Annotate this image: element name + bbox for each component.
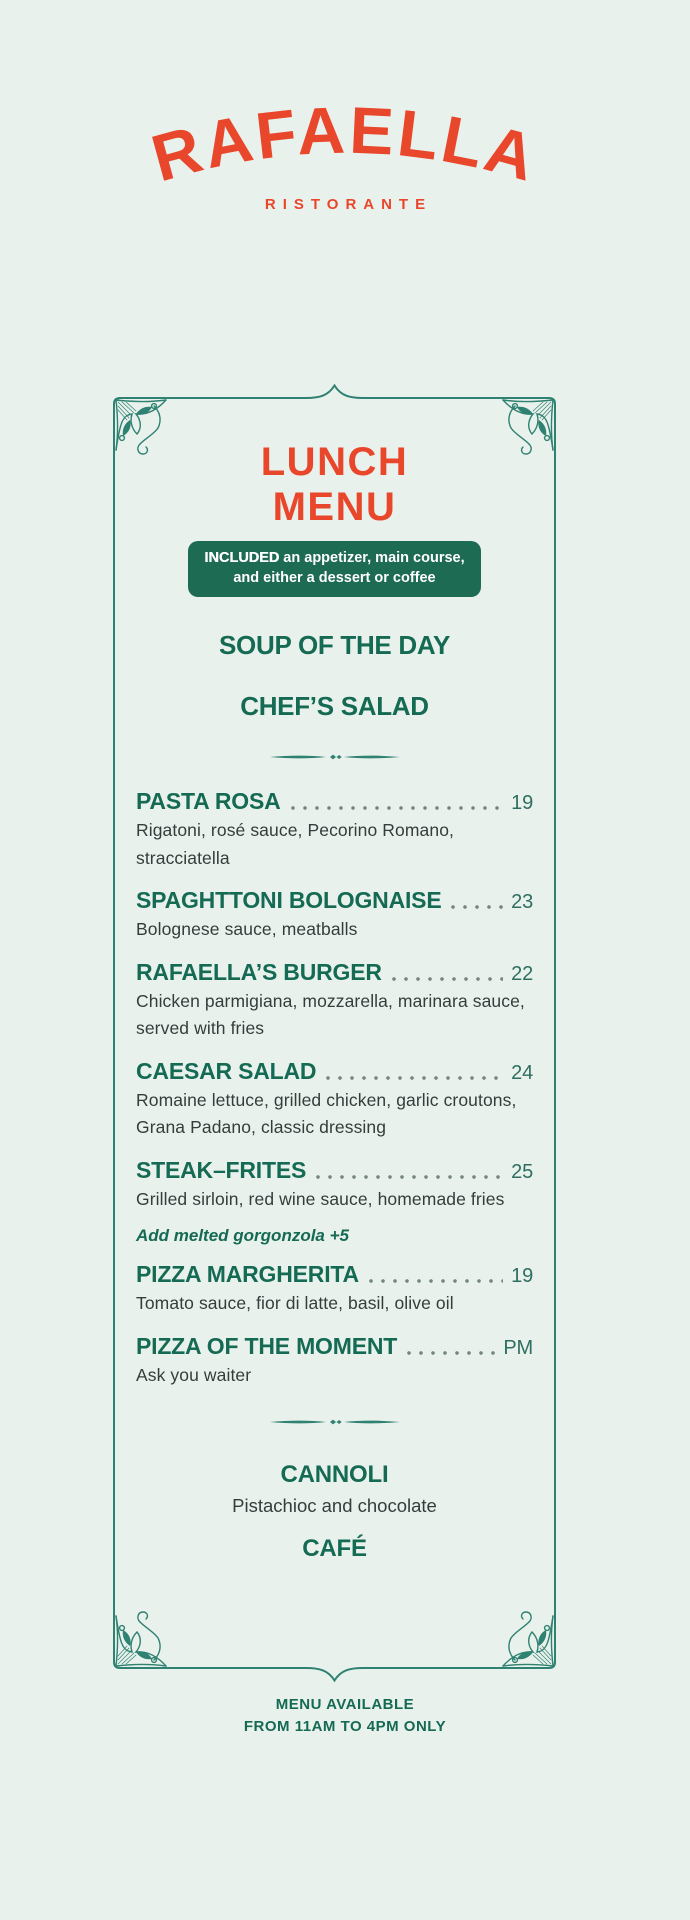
svg-text:RAFAELLA <box>144 93 546 196</box>
item-description: Ask you waiter <box>136 1364 252 1385</box>
dessert-name: CANNOLI <box>280 1461 389 1488</box>
menu-item <box>136 959 533 1043</box>
brand-name: RAFAELLA <box>143 92 547 196</box>
item-price: 24 <box>511 1061 533 1084</box>
item-head <box>136 788 533 816</box>
course-soup: SOUP OF THE DAY <box>219 630 450 660</box>
item-name: PIZZA OF THE MOMENT <box>136 1332 398 1359</box>
menu-item <box>136 1058 533 1142</box>
item-name: SPAGHTTONI BOLOGNAISE <box>136 887 442 913</box>
dot-leader <box>407 1351 495 1355</box>
brand-arch-icon <box>125 90 565 208</box>
item-head <box>136 1261 533 1289</box>
item-description: Romaine lettuce, grilled chicken, garlic croutons, Grana Padano, classic dressing <box>136 1089 517 1137</box>
menu-item <box>136 1261 533 1318</box>
availability-line1: MENU AVAILABLE <box>275 1696 415 1713</box>
availability-note <box>0 1694 690 1738</box>
dot-leader <box>369 1279 503 1283</box>
item-price: 23 <box>511 891 533 913</box>
divider-ornament-icon <box>270 1417 400 1427</box>
item-head <box>136 959 533 987</box>
item-head <box>136 1058 533 1086</box>
dot-leader <box>451 905 503 909</box>
item-note: Add melted gorgonzola +5 <box>136 1226 349 1245</box>
menu-item <box>136 1333 533 1390</box>
item-head <box>136 887 533 915</box>
item-price: PM <box>503 1336 533 1359</box>
included-badge <box>188 541 480 597</box>
badge-line2: and either a dessert or coffee <box>233 570 436 586</box>
item-name: STEAK–FRITES <box>136 1156 307 1183</box>
item-price: 25 <box>511 1160 533 1183</box>
item-price: 19 <box>511 1265 533 1287</box>
brand-logo <box>0 90 690 213</box>
lunch-menu-title <box>136 440 533 530</box>
item-name: PIZZA MARGHERITA <box>136 1261 359 1287</box>
badge-line1 <box>204 548 464 568</box>
dot-leader <box>392 977 503 981</box>
item-name: CAESAR SALAD <box>136 1057 317 1084</box>
menu-item <box>136 1157 533 1247</box>
badge-line1-rest: an appetizer, main course, <box>279 550 465 566</box>
dessert-name: CAFÉ <box>302 1535 367 1562</box>
item-description: Chicken parmigiana, mozzarella, marinara sauce, served with fries <box>136 990 525 1038</box>
menu-card <box>112 384 557 1684</box>
course-salad: CHEF’S SALAD <box>240 691 429 721</box>
card-content <box>112 384 557 1563</box>
item-description: Rigatoni, rosé sauce, Pecorino Romano, stracciatella <box>136 820 454 868</box>
item-description: Grilled sirloin, red wine sauce, homemade fries <box>136 1188 505 1209</box>
item-description: Tomato sauce, fior di latte, basil, olive oil <box>136 1293 454 1313</box>
badge-lead: INCLUDED <box>204 550 280 566</box>
item-description: Bolognese sauce, meatballs <box>136 919 358 939</box>
brand-tagline: RISTORANTE <box>264 196 433 213</box>
dessert-description: Pistachioc and chocolate <box>232 1495 437 1516</box>
item-head <box>136 1333 533 1361</box>
menu-title-line1: LUNCH <box>260 440 409 484</box>
item-name: PASTA ROSA <box>136 788 281 814</box>
menu-item <box>136 887 533 944</box>
item-name: RAFAELLA’S BURGER <box>136 958 382 985</box>
item-price: 19 <box>511 792 533 814</box>
item-head <box>136 1157 533 1185</box>
divider-ornament-icon <box>270 752 400 762</box>
menu-items-list <box>136 788 533 1389</box>
dot-leader <box>326 1076 503 1080</box>
menu-title-line2: MENU <box>272 485 397 529</box>
menu-item <box>136 788 533 872</box>
dot-leader <box>316 1175 503 1179</box>
availability-line2: FROM 11AM TO 4PM ONLY <box>243 1718 447 1735</box>
item-price: 22 <box>511 962 533 985</box>
dot-leader <box>291 806 504 810</box>
